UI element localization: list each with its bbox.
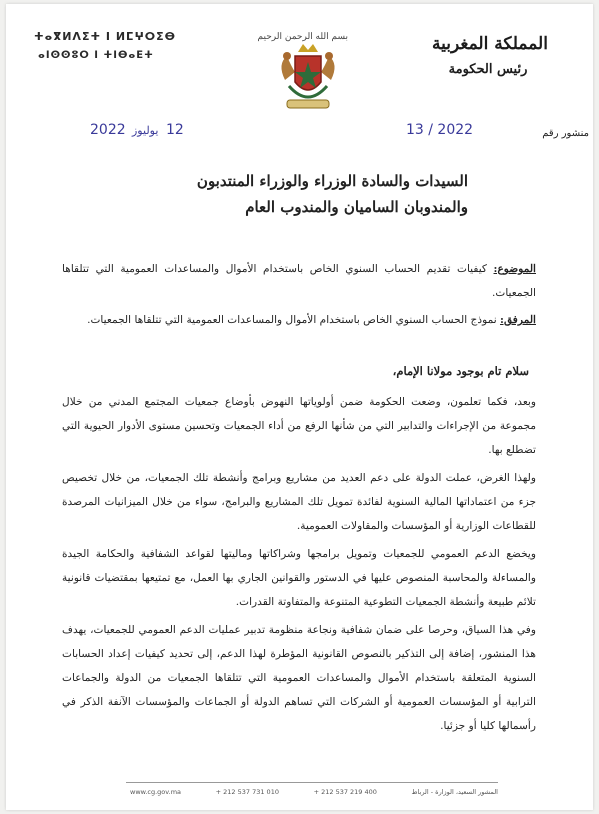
- body-paragraph-2: ولهذا الغرض، عملت الدولة على دعم العديد من مشاريع وبرامج وأنشطة تلك الجمعيات، من خلال تخصيص جزء من اعتماداتها المالية السنوية لفائدة تمويل تلك المشاريع والبرامج، سواء من خلال الميزانيات المرصدة للقطاعات الوزارية أو المؤسسات والمقاولات العمومية.: [62, 472, 536, 532]
- addressee-line1: السيدات والسادة الوزراء والوزراء المنتدبون: [196, 172, 468, 190]
- kingdom-title: المملكة المغربية: [432, 34, 548, 54]
- subject-label: الموضوع:: [493, 263, 536, 275]
- body-paragraph-1: وبعد، فكما تعلمون، وضعت الحكومة ضمن أولوياتها النهوض بأوضاع جمعيات المجتمع المدني من خلال مجموعة من الإجراءات والتدابير التي من شأنها الرفع من أداء الجمعيات وتحسين مستوى الأدوار الحيوية التي تضطلع بها.: [62, 396, 536, 456]
- coat-of-arms-icon: [273, 42, 343, 120]
- date-month: يوليوز: [132, 124, 159, 137]
- tifinagh-header-line2: ⴰⵏⵙⵙⵓⵔ ⵏ ⵜⵏⴱⴰⴹⵜ: [38, 50, 154, 61]
- date-day: 12: [166, 122, 184, 138]
- subject-block: [62, 257, 536, 305]
- footer-rule: [126, 782, 498, 783]
- footer-phone-1: + 212 537 219 400: [313, 788, 377, 796]
- footer-address: المشور السعيد، الوزارة - الرباط: [411, 788, 498, 796]
- footer-phone-2: + 212 537 731 010: [215, 788, 279, 796]
- attachment-label: المرفق:: [500, 314, 536, 326]
- footer-website: www.cg.gov.ma: [130, 788, 182, 796]
- salutation: سلام تام بوجود مولانا الإمام،: [392, 364, 529, 378]
- bismillah-text: بسم الله الرحمن الرحيم: [257, 32, 348, 42]
- office-title: رئيس الحكومة: [448, 62, 528, 77]
- body-paragraph-4: وفي هذا السياق، وحرصا على ضمان شفافية ونجاعة منظومة تدبير عمليات الدعم العمومي للجمعيات، يهدف هذا المنشور، إضافة إلى التذكير بالنصوص القانونية المؤطرة لهذا الدعم، إلى تحديد كيفيات إعداد الحسابات السنوية المتعلقة باستخدام الأموال والمساعدات العمومية التي تتلقاها الجمعيات من الدولة والجماعات الترابية أو المؤسسات العمومية أو الشركات التي تساهم الدولة أو الجماعات والمؤسسات الآنفة الذكر في رأسمالها كليا أو جزئيا.: [62, 624, 536, 732]
- addressee-line2: والمندوبان الساميان والمندوب العام: [245, 198, 468, 216]
- royal-emblem: [257, 32, 348, 124]
- number-value: 13 / 2022: [406, 122, 474, 138]
- subject-text: كيفيات تقديم الحساب السنوي الخاص باستخدام الأموال والمساعدات العمومية التي تتلقاها الجمعيات.: [62, 263, 536, 299]
- number-label: منشور رقم: [542, 128, 589, 139]
- addressee-block: [66, 168, 468, 220]
- body-paragraph-3: ويخضع الدعم العمومي للجمعيات وتمويل برامجها وشراكاتها وماليتها لقواعد الشفافية والحكامة الجيدة والمساءلة والمحاسبة المنصوص عليها في الدستور والقوانين الجاري بها العمل، مع تمتيعها بمقتضيات قانونية تلائم طبيعة وأنشطة الجمعيات التطوعية المتنوعة والمتفاوتة القدرات.: [62, 548, 536, 608]
- attachment-text: نموذج الحساب السنوي الخاص باستخدام الأموال والمساعدات العمومية التي تتلقاها الجمعيات.: [87, 314, 497, 326]
- date-year: 2022: [90, 122, 126, 138]
- footer: [130, 788, 498, 796]
- tifinagh-header-line1: ⵜⴰⴳⵍⴷⵉⵜ ⵏ ⵍⵎⵖⵔⵉⴱ: [34, 30, 177, 43]
- document-page: [6, 4, 593, 810]
- attachment-block: [62, 308, 536, 332]
